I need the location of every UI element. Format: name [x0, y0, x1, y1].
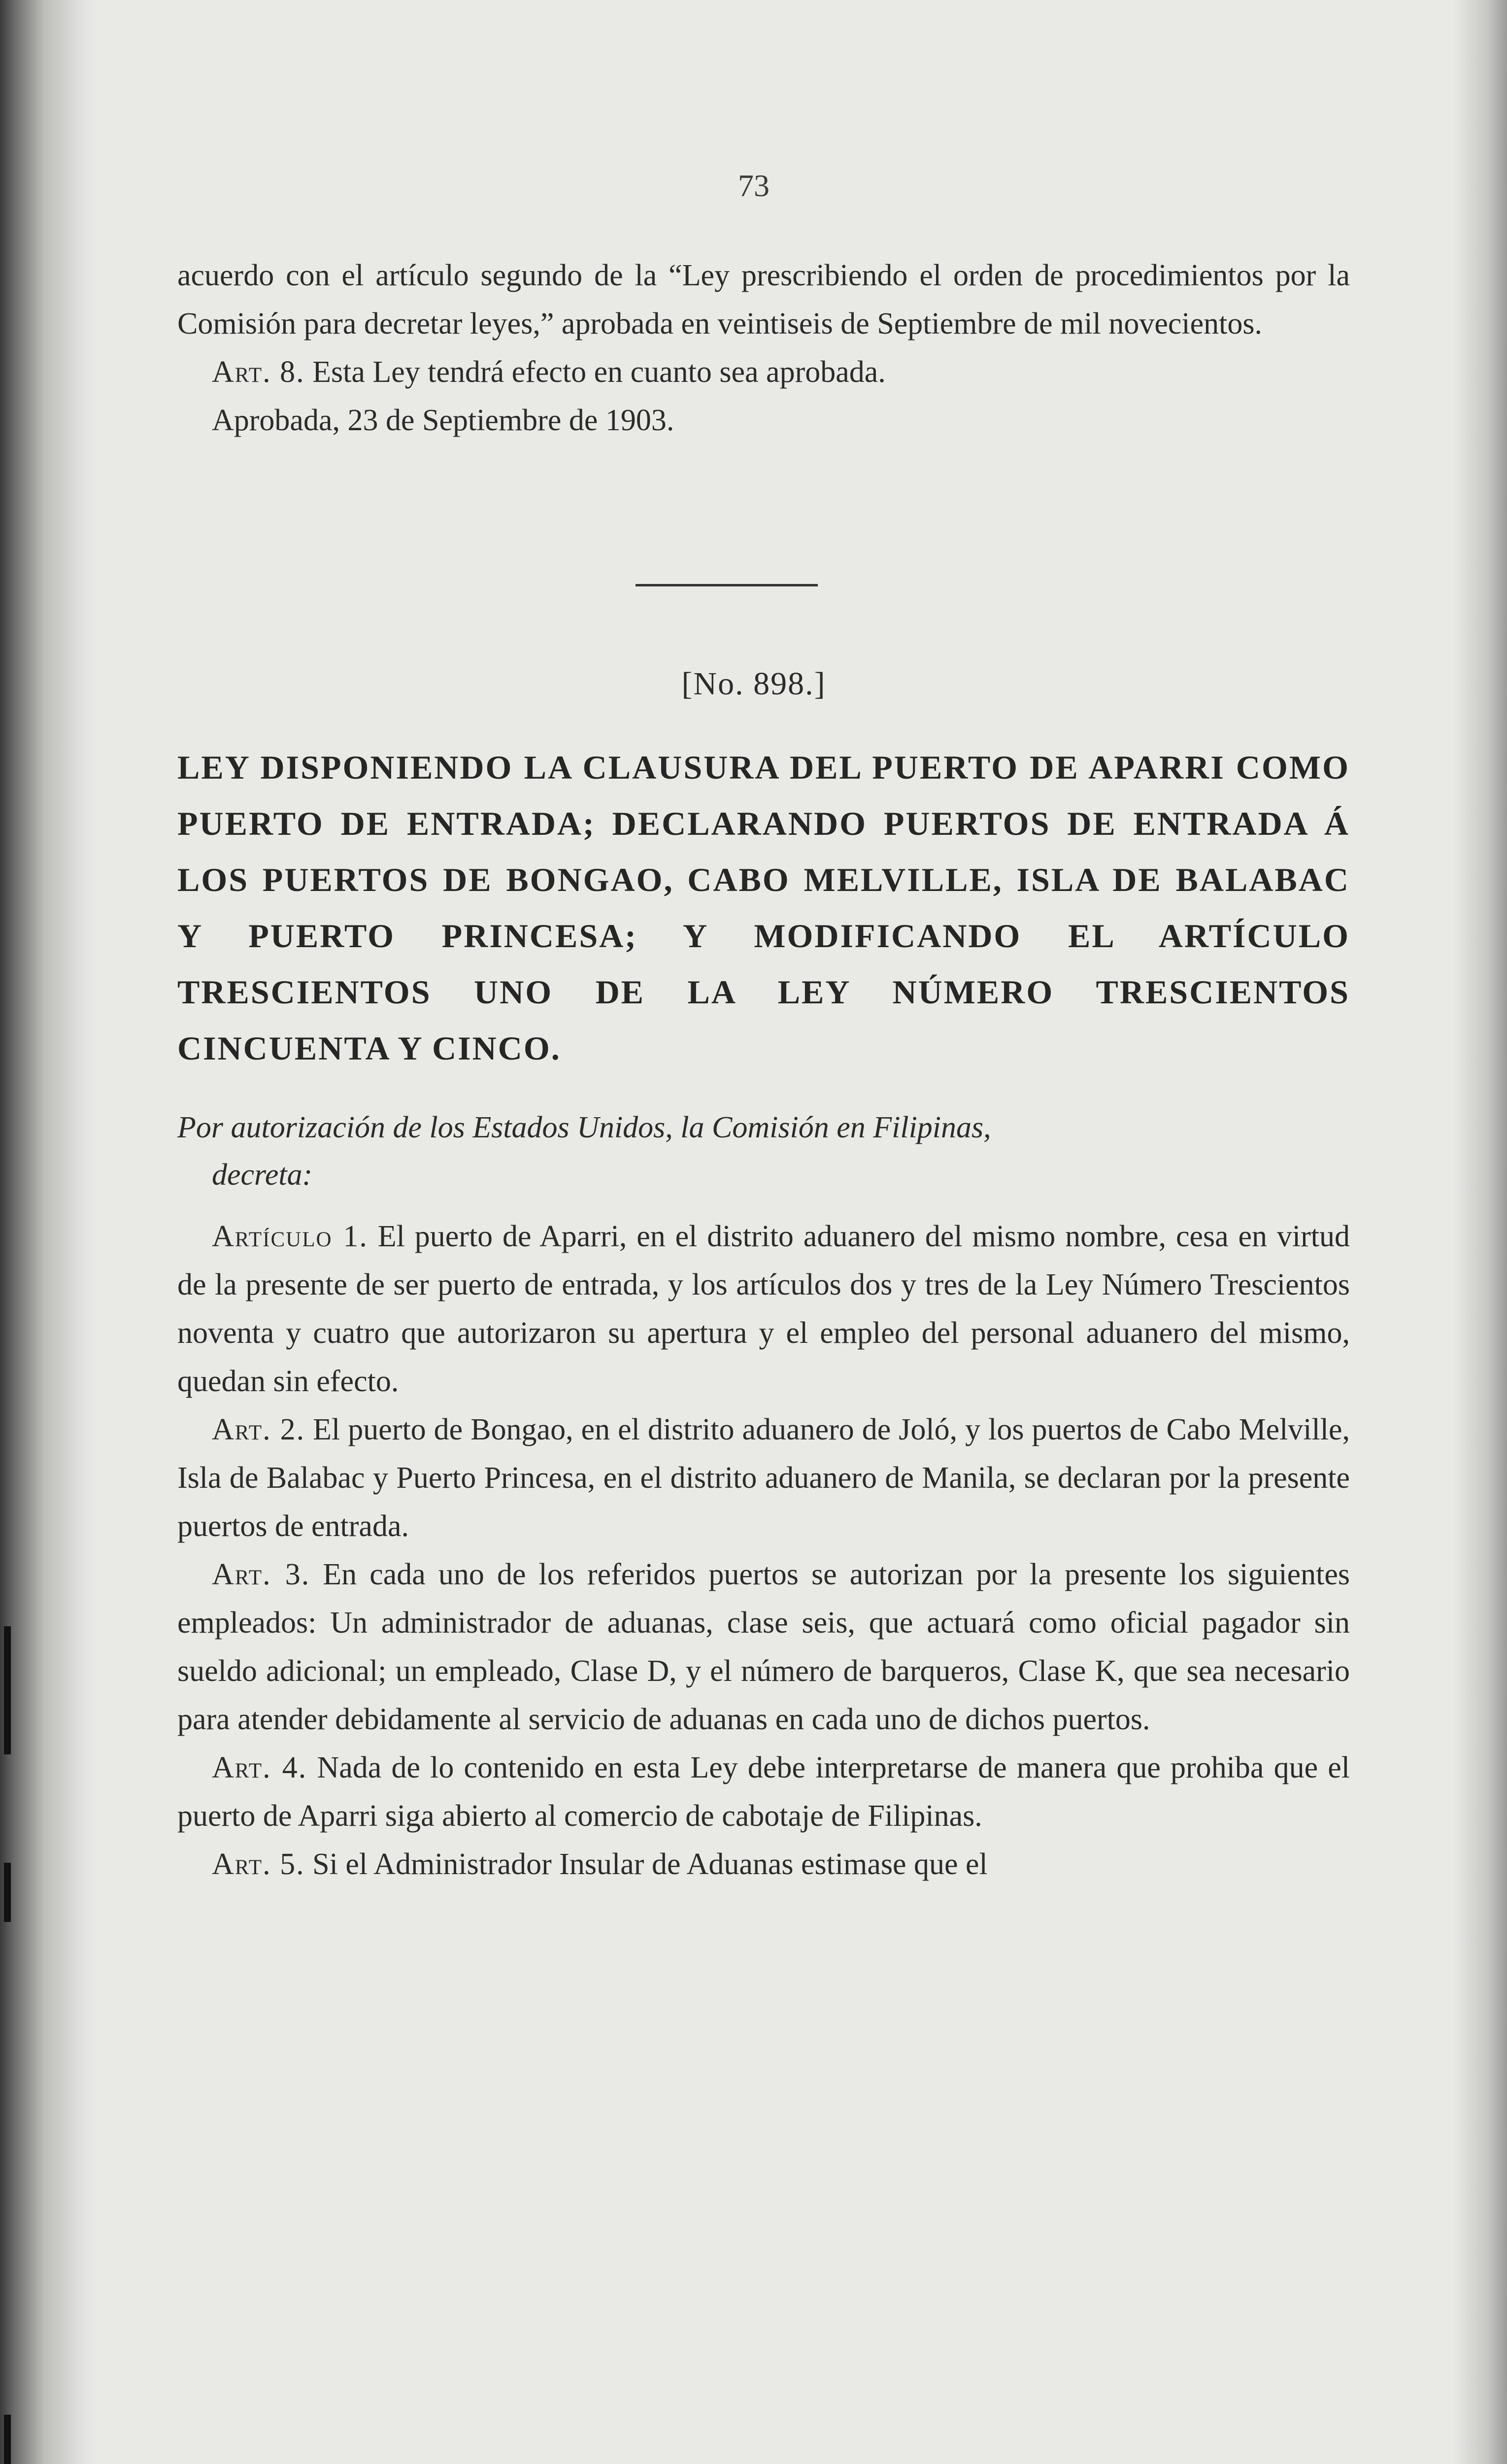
enacting-line: Por autorización de los Estados Unidos, la Comisión en Filipinas, [177, 1111, 991, 1144]
article-5 [177, 1840, 1350, 1888]
article-label: Art. 5. [212, 1848, 305, 1881]
article-label: Art. 2. [212, 1413, 305, 1446]
enacting-line: decreta: [212, 1158, 313, 1192]
article-label: Artículo 1. [212, 1220, 368, 1253]
section-divider [636, 584, 818, 586]
law-title: LEY DISPONIENDO LA CLAUSURA DEL PUERTO DE APARRI COMO PUERTO DE ENTRADA; DECLARANDO PUERTOS DE ENTRADA Á LOS PUERTOS DE BONGAO, CABO MELVILLE, ISLA DE BALABAC Y PUERTO PRINCESA; Y MODIFICANDO EL ARTÍCULO TRESCIENTOS UNO DE LA LEY NÚMERO TRESCIENTOS CINCUENTA Y CINCO. [177, 749, 1350, 1067]
article-text: En cada uno de los referidos puertos se autorizan por la presente los siguientes empleados: Un administrador de aduanas, clase seis, que actuará como oficial pagador sin sueldo adicional; un empleado, Clase D, y el número de barqueros, Clase K, que sea necesario para atender debidamente al servicio de aduanas en cada uno de dichos puertos. [177, 1558, 1350, 1736]
article-label: Art. 3. [212, 1558, 310, 1591]
article-text: El puerto de Bongao, en el distrito aduanero de Joló, y los puertos de Cabo Melville, Isla de Balabac y Puerto Princesa, en el distrito aduanero de Manila, se declaran por la presente puertos de entrada. [177, 1413, 1350, 1543]
law-number: [No. 898.] [681, 666, 826, 702]
article-text: El puerto de Aparri, en el distrito aduanero del mismo nombre, cesa en virtud de la presente de ser puerto de entrada, y los artículos dos y tres de la Ley Número Trescientos noventa y cuatro que autorizaron su apertura y el empleo del personal aduanero del mismo, quedan sin efecto. [177, 1220, 1350, 1398]
continuation-paragraph: acuerdo con el artículo segundo de la “Ley prescribiendo el orden de procedimientos por la Comisión para decretar leyes,” aprobada en veintiseis de Septiembre de mil novecientos. [177, 259, 1350, 341]
article-text: Esta Ley tendrá efecto en cuanto sea aprobada. [312, 355, 886, 389]
approval-date: Aprobada, 23 de Septiembre de 1903. [212, 404, 674, 437]
enacting-clause [177, 1104, 1350, 1198]
articles [177, 1212, 1350, 1888]
previous-law-ending [177, 251, 1350, 445]
article-text: Si el Administrador Insular de Aduanas estimase que el [312, 1848, 988, 1881]
article-4 [177, 1744, 1350, 1840]
article-label: Art. 4. [212, 1751, 307, 1784]
article-2 [177, 1405, 1350, 1550]
article-label: Art. 8. [212, 355, 305, 389]
article-3 [177, 1550, 1350, 1744]
article-text: Nada de lo contenido en esta Ley debe interpretarse de manera que prohiba que el puerto de Aparri siga abierto al comercio de cabotaje de Filipinas. [177, 1751, 1350, 1833]
article-8 [177, 348, 1350, 396]
article-1 [177, 1212, 1350, 1405]
page-number: 73 [738, 168, 770, 203]
